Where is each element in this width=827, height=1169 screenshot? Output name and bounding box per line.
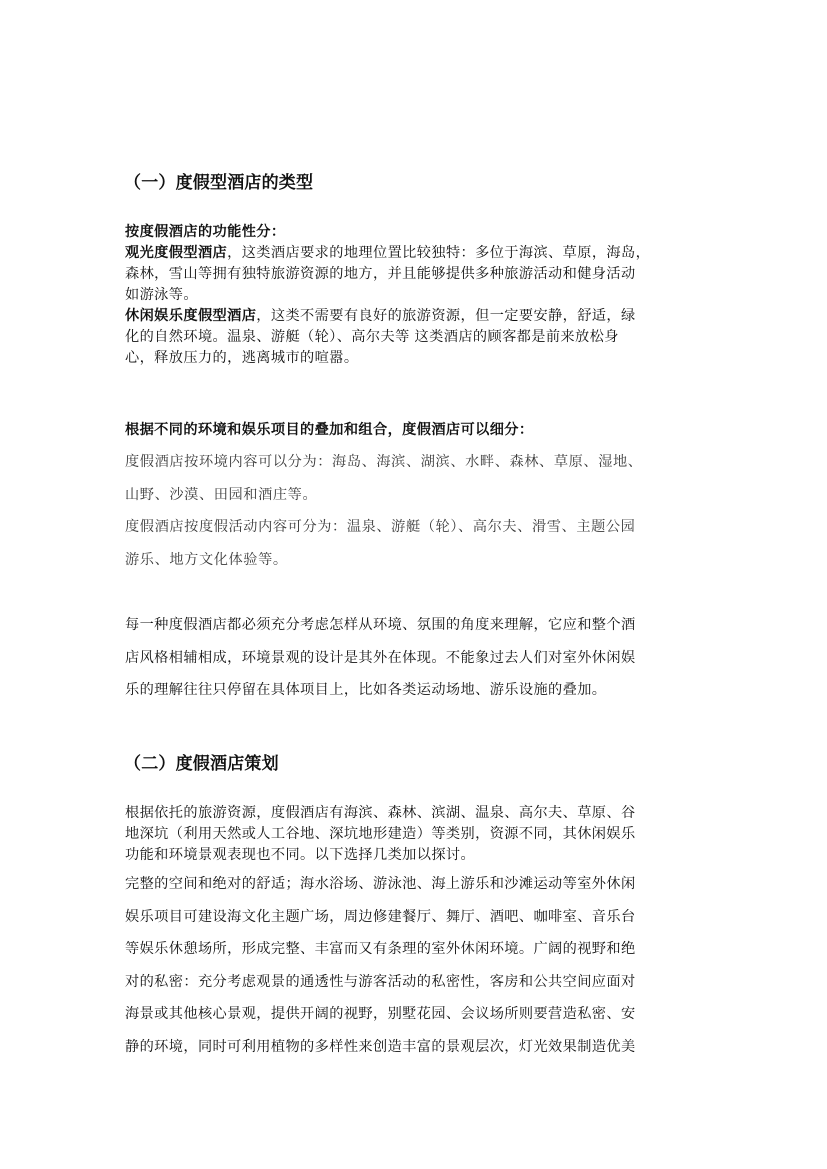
combo-line-4: 游乐、地方文化体验等。 bbox=[125, 551, 288, 568]
function-classification-block bbox=[125, 222, 710, 369]
leisure-title: 休闲娱乐度假型酒店 bbox=[125, 308, 257, 324]
section1-heading: （一）度假型酒店的类型 bbox=[124, 173, 314, 193]
intro-line-3: 功能和环境景观表现也不同。以下选择几类加以探讨。 bbox=[125, 847, 476, 863]
sightseeing-line-3: 如游泳等。 bbox=[125, 287, 198, 303]
closing-line-1: 每一种度假酒店都必须充分考虑怎样从环境、氛围的角度来理解，它应和整个酒 bbox=[125, 617, 636, 633]
section2-heading: （二）度假酒店策划 bbox=[124, 754, 279, 774]
combo-list-block bbox=[125, 446, 710, 576]
leisure-line-1 bbox=[125, 306, 710, 327]
sightseeing-title: 观光度假型酒店 bbox=[125, 245, 228, 261]
combo-heading-block bbox=[125, 420, 710, 441]
sightseeing-line-2: 森林，雪山等拥有独特旅游资源的地方，并且能够提供多种旅游活动和健身活动 bbox=[125, 266, 636, 282]
body-line-6: 静的环境，同时可利用植物的多样性来创造丰富的景观层次，灯光效果制造优美 bbox=[125, 1038, 636, 1055]
body-line-4: 对的私密：充分考虑观景的通透性与游客活动的私密性，客房和公共空间应面对 bbox=[125, 973, 636, 990]
body-line-5: 海景或其他核心景观，提供开阔的视野，别墅花园、会议场所则要营造私密、安 bbox=[125, 1006, 636, 1022]
function-subheading: 按度假酒店的功能性分： bbox=[125, 224, 286, 240]
section2-body bbox=[125, 868, 710, 1063]
combo-line-1: 度假酒店按环境内容可以分为：海岛、海滨、湖滨、水畔、森林、草原、湿地、 bbox=[125, 454, 643, 470]
sightseeing-line-1 bbox=[125, 243, 710, 264]
combo-line-3: 度假酒店按度假活动内容可分为：温泉、游艇（轮）、高尔夫、滑雪、主题公园 bbox=[125, 519, 636, 535]
leisure-text-1: ，这类不需要有良好的旅游资源，但一定要安静，舒适，绿 bbox=[256, 308, 636, 324]
body-line-2: 娱乐项目可建设海文化主题广场，周边修建餐厅、舞厅、酒吧、咖啡室、音乐台 bbox=[125, 908, 636, 925]
body-line-1: 完整的空间和绝对的舒适；海水浴场、游泳池、海上游乐和沙滩运动等室外休闲 bbox=[125, 876, 636, 892]
closing-line-3: 乐的理解往往只停留在具体项目上，比如各类运动场地、游乐设施的叠加。 bbox=[125, 682, 607, 698]
leisure-line-2: 化的自然环境。温泉、游艇（轮）、高尔夫等 这类酒店的顾客都是前来放松身 bbox=[125, 329, 619, 345]
sightseeing-text-1: ，这类酒店要求的地理位置比较独特：多位于海滨、草原，海岛， bbox=[227, 245, 651, 261]
closing-line-2: 店风格相辅相成，环境景观的设计是其外在体现。不能象过去人们对室外休闲娱 bbox=[125, 649, 636, 666]
body-line-3: 等娱乐休憩场所，形成完整、丰富而又有条理的室外休闲环境。广阔的视野和绝 bbox=[125, 941, 636, 957]
intro-line-1: 根据依托的旅游资源，度假酒店有海滨、森林、滨湖、温泉、高尔夫、草原、谷 bbox=[125, 805, 636, 821]
combo-heading: 根据不同的环境和娱乐项目的叠加和组合，度假酒店可以细分： bbox=[125, 422, 534, 438]
section2-intro bbox=[125, 803, 710, 866]
leisure-line-3: 心，释放压力的，逃离城市的喧嚣。 bbox=[125, 350, 359, 366]
closing-paragraph bbox=[125, 609, 710, 707]
intro-line-2: 地深坑（利用天然或人工谷地、深坑地形建造）等类别，资源不同，其休闲娱乐 bbox=[125, 826, 636, 842]
combo-line-2: 山野、沙漠、田园和酒庄等。 bbox=[125, 486, 318, 503]
